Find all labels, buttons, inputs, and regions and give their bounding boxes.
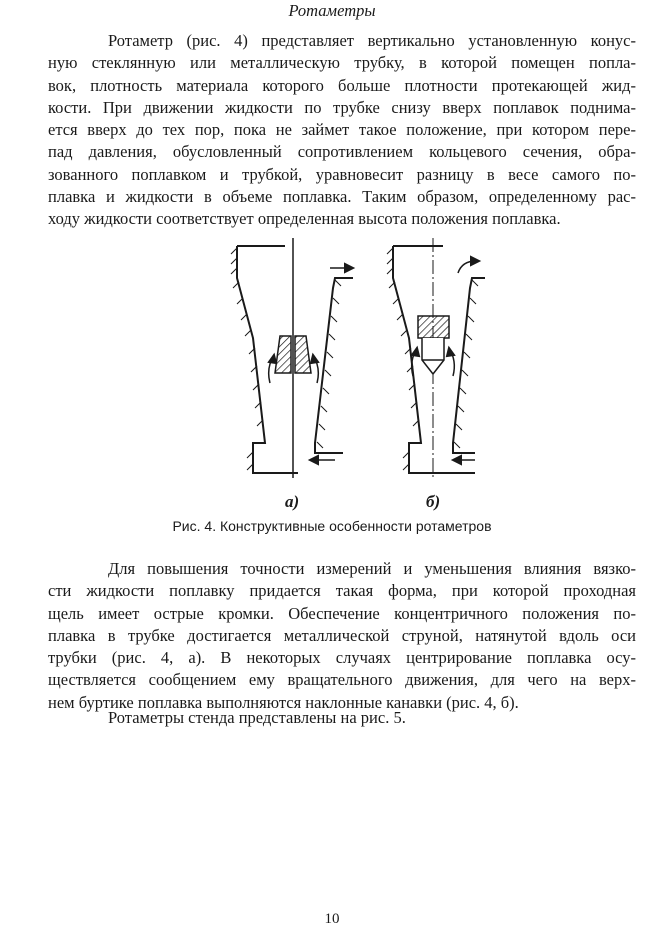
text-line: зованного поплавком и трубкой, уравновесит разницу в весе самого по- (48, 164, 636, 184)
running-header: Ротаметры (288, 1, 376, 20)
text-line: кости. При движении жидкости по трубке снизу вверх поплавок поднима- (48, 97, 636, 117)
text-line: ществляется сообщением ему вращательного движения, для чего на верх- (48, 670, 636, 690)
text-line: пад давления, обусловленный сопротивлением кольцевого сечения, обра- (48, 142, 636, 162)
text-line: плавка и жидкости в объеме поплавка. Таким образом, определенному рас- (48, 187, 636, 207)
text-line: щель имеет острые кромки. Обеспечение концентричного положения по- (48, 603, 636, 623)
float-b (418, 316, 449, 374)
text-line: ется вверх до тех пор, пока не займет такое положение, при котором пере- (48, 120, 636, 140)
figure-label-b: б) (426, 492, 441, 511)
text-line: Для повышения точности измерений и уменьшения влияния вязко- (108, 559, 636, 578)
text-line: плавка в трубке достигается металлической струной, натянутой вдоль оси (48, 625, 636, 645)
text-line: Ротаметр (рис. 4) представляет вертикально установленную конус- (108, 31, 636, 50)
paragraph-2 (48, 558, 636, 714)
figure-label-a: а) (285, 492, 300, 511)
paragraph-3: Ротаметры стенда представлены на рис. 5. (108, 708, 406, 727)
text-line: ную стеклянную или металлическую трубку, в которой помещен попла- (48, 53, 636, 73)
rotameter-figure (225, 238, 485, 528)
rotameter-a-drawing (231, 238, 353, 478)
paragraph-1 (48, 30, 636, 231)
text-line: вок, плотность материала которого больше плотности протекающей жид- (48, 75, 636, 95)
text-line: сти жидкости поплавку придается такая форма, при которой проходная (48, 581, 636, 601)
page-number: 10 (324, 911, 340, 927)
text-line: ходу жидкости соответствует определенная высота положения поплавка. (48, 209, 561, 229)
text-line: трубки (рис. 4, а). В некоторых случаях центрирование поплавка осу- (48, 648, 636, 668)
figure-caption: Рис. 4. Конструктивные особенности ротаметров (172, 518, 492, 534)
text-line: нем буртике поплавка выполняются наклонные канавки (рис. 4, б). (48, 692, 519, 712)
